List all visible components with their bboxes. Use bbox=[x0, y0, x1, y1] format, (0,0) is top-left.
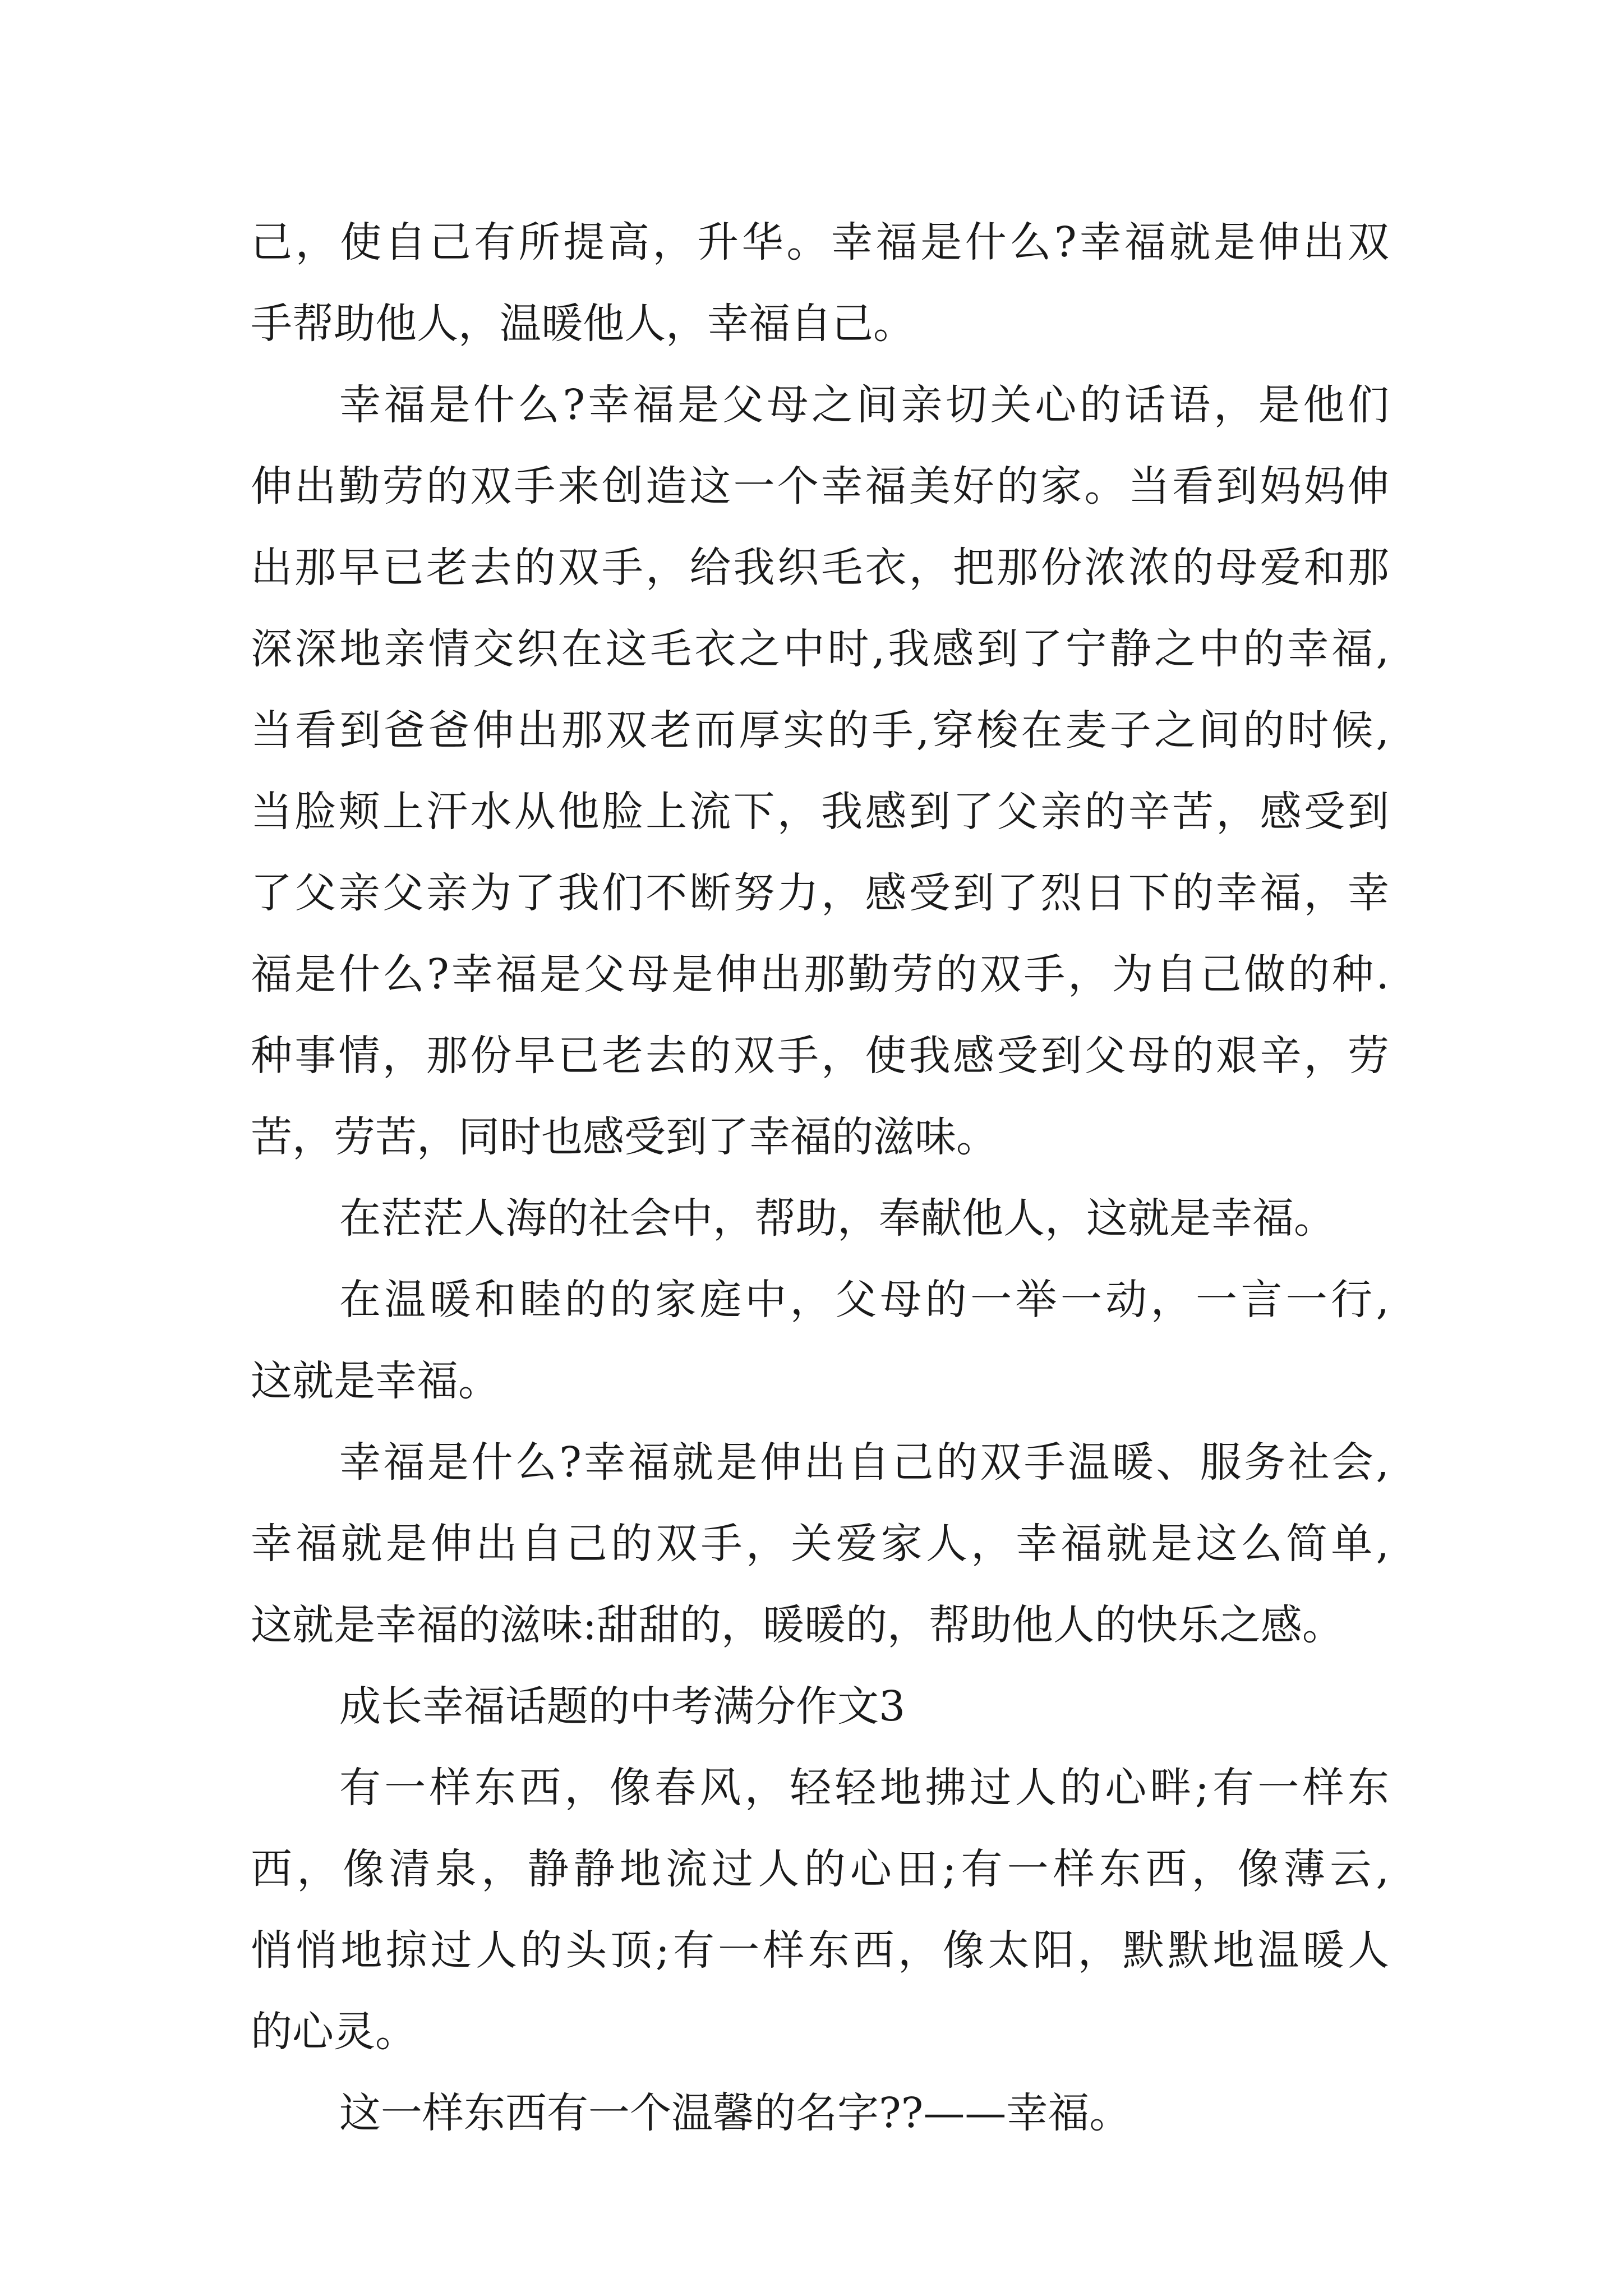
text-line: 己，使自己有所提高，升华。幸福是什么?幸福就是伸出双 bbox=[251, 218, 1389, 266]
text-line: 这一样东西有一个温馨的名字??——幸福。 bbox=[339, 2089, 1131, 2137]
text-line: 当脸颊上汗水从他脸上流下，我感到了父亲的辛苦，感受到 bbox=[251, 788, 1389, 836]
text-line: 了父亲父亲为了我们不断努力，感受到了烈日下的幸福，幸 bbox=[251, 869, 1389, 917]
text-line: 幸福是什么?幸福是父母之间亲切关心的话语，是他们 bbox=[339, 381, 1389, 429]
text-line: 深深地亲情交织在这毛衣之中时,我感到了宁静之中的幸福, bbox=[251, 625, 1389, 673]
text-line: 悄悄地掠过人的头顶;有一样东西，像太阳，默默地温暖人 bbox=[251, 1926, 1389, 1975]
text-line: 福是什么?幸福是父母是伸出那勤劳的双手，为自己做的种. bbox=[251, 950, 1389, 999]
essay-body bbox=[251, 202, 1389, 2154]
section-heading: 成长幸福话题的中考满分作文3 bbox=[339, 1682, 906, 1731]
text-line: 苦，劳苦，同时也感受到了幸福的滋味。 bbox=[251, 1113, 998, 1161]
text-line: 当看到爸爸伸出那双老而厚实的手,穿梭在麦子之间的时候, bbox=[251, 706, 1389, 754]
text-line: 出那早已老去的双手，给我织毛衣，把那份浓浓的母爱和那 bbox=[251, 544, 1389, 592]
text-line: 的心灵。 bbox=[251, 2008, 417, 2056]
text-line: 幸福是什么?幸福就是伸出自己的双手温暖、服务社会, bbox=[339, 1438, 1389, 1487]
text-line: 手帮助他人，温暖他人，幸福自己。 bbox=[251, 300, 915, 348]
text-line: 有一样东西，像春风，轻轻地拂过人的心畔;有一样东 bbox=[339, 1764, 1389, 1812]
text-line: 在茫茫人海的社会中，帮助，奉献他人，这就是幸福。 bbox=[339, 1194, 1335, 1243]
text-line: 西，像清泉，静静地流过人的心田;有一样东西，像薄云, bbox=[251, 1845, 1389, 1893]
text-line: 这就是幸福的滋味:甜甜的，暖暖的，帮助他人的快乐之感。 bbox=[251, 1601, 1344, 1649]
text-line: 种事情，那份早已老去的双手，使我感受到父母的艰辛，劳 bbox=[251, 1032, 1389, 1080]
text-line: 幸福就是伸出自己的双手，关爱家人，幸福就是这么简单, bbox=[251, 1520, 1389, 1568]
text-line: 这就是幸福。 bbox=[251, 1357, 500, 1405]
text-line: 伸出勤劳的双手来创造这一个幸福美好的家。当看到妈妈伸 bbox=[251, 462, 1389, 510]
text-line: 在温暖和睦的的家庭中，父母的一举一动，一言一行, bbox=[339, 1276, 1389, 1324]
